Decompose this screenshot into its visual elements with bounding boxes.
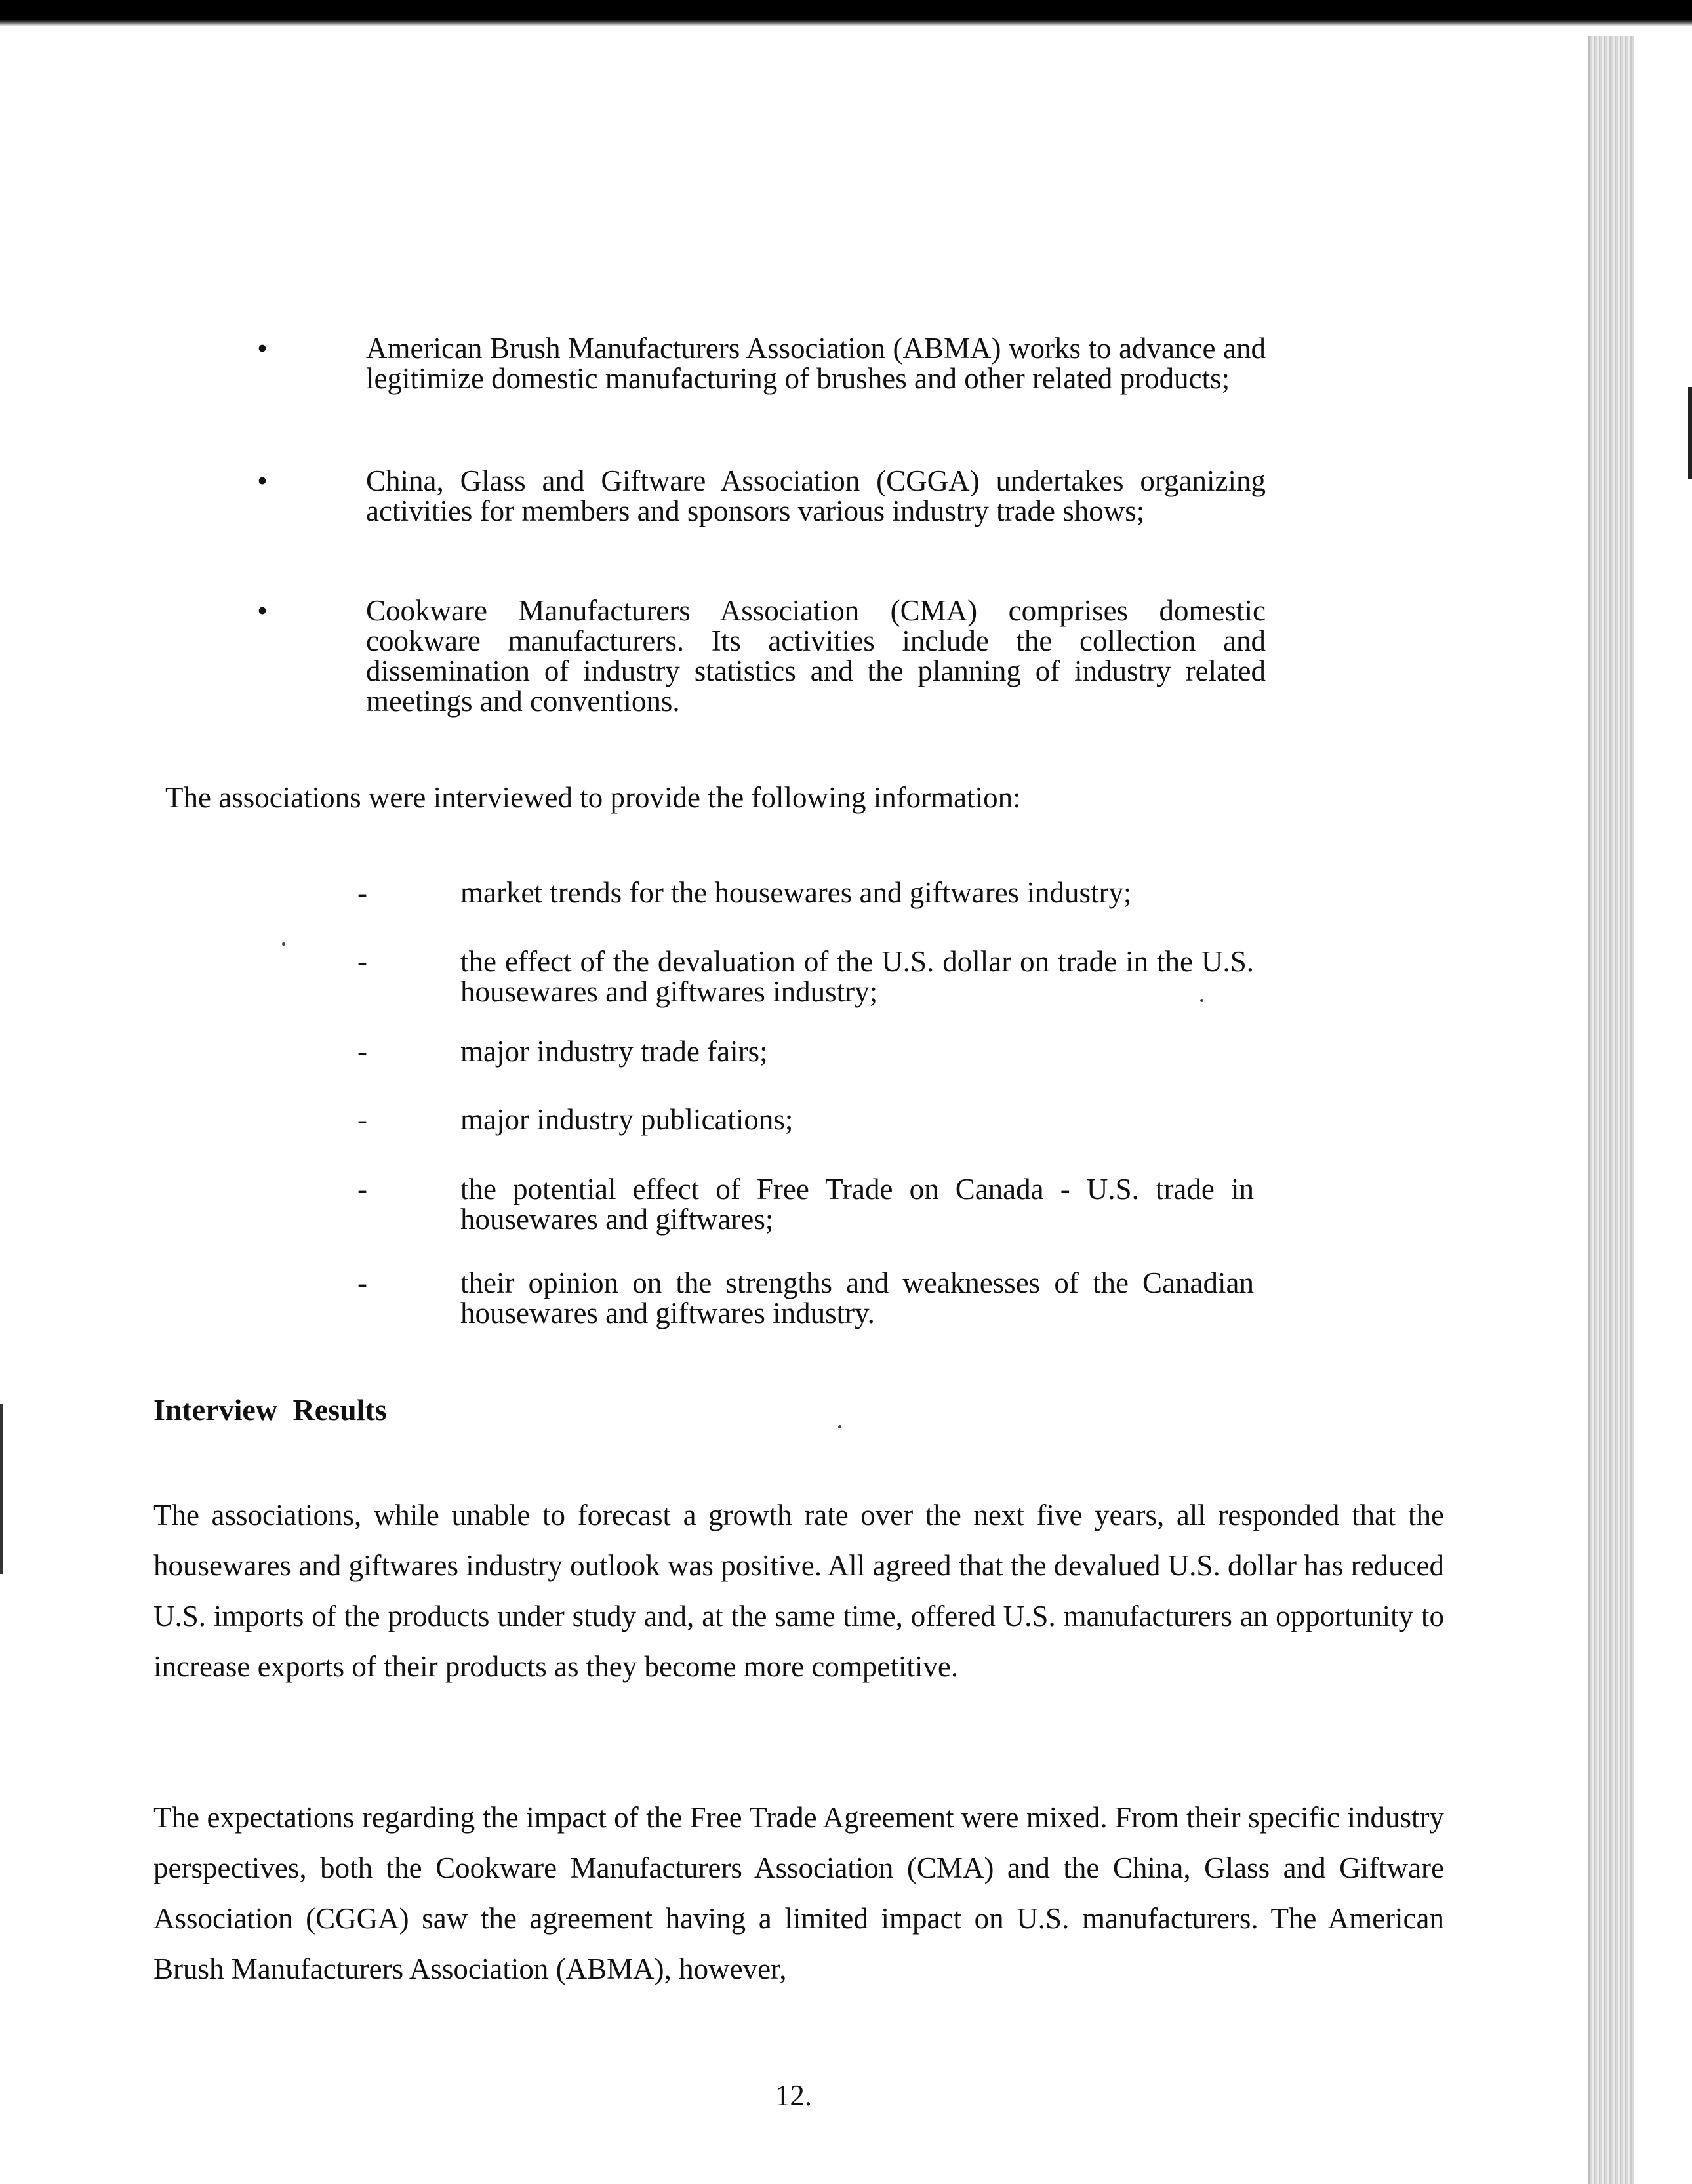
dash-icon: - — [357, 1173, 367, 1205]
bullet-icon: • — [257, 594, 268, 627]
info-item-text: their opinion on the strengths and weaknesses of the Canadian housewares and giftwares industry. — [460, 1266, 1254, 1329]
bullet-icon: • — [257, 332, 268, 365]
scan-edge-mark — [0, 1404, 3, 1574]
intro-sentence: The associations were interviewed to provide the following information: — [165, 781, 1021, 814]
dash-icon: - — [357, 1266, 367, 1299]
dash-icon: - — [357, 945, 367, 978]
info-item-text: the potential effect of Free Trade on Canada - U.S. trade in housewares and giftwares; — [460, 1173, 1254, 1236]
association-cma: Cookware Manufacturers Association (CMA) comprises domestic cookware manufacturers. Its activities include the collection and dissemination of industry statistics and the planning of industry related meetings and conventions. — [366, 594, 1266, 718]
dash-icon: - — [357, 1035, 367, 1068]
scan-top-edge — [0, 0, 1692, 26]
info-item-text: market trends for the housewares and giftwares industry; — [460, 876, 1132, 909]
association-abma: American Brush Manufacturers Association (ABMA) works to advance and legitimize domestic manufacturing of brushes and other related products; — [366, 332, 1266, 395]
dash-icon: - — [357, 1103, 367, 1136]
scan-edge-mark — [1688, 387, 1692, 479]
section-heading: Interview Results — [153, 1393, 387, 1426]
bullet-icon: • — [257, 464, 268, 497]
dash-icon: - — [357, 876, 367, 909]
scan-speck — [282, 942, 285, 946]
body-paragraph: The associations, while unable to forecast a growth rate over the next five years, all responded that the housewares and giftwares industry outlook was positive. All agreed that the devalued U.S. dollar has reduced U.S. imports of the products under study and, at the same time, offered U.S. manufacturers an opportunity to increase exports of their products as they become more competitive. — [153, 1499, 1444, 1683]
association-cgga: China, Glass and Giftware Association (CGGA) undertakes organizing activities for members and sponsors various industry trade shows; — [366, 464, 1266, 527]
scan-binding-strip — [1588, 36, 1634, 2184]
body-paragraph: The expectations regarding the impact of the Free Trade Agreement were mixed. From their specific industry perspectives, both the Cookware Manufacturers Association (CMA) and the China, Glass and Giftware Association (CGGA) saw the agreement having a limited impact on U.S. manufacturers. The American Brush Manufacturers Association (ABMA), however, — [153, 1801, 1444, 1985]
scan-speck — [838, 1425, 841, 1428]
info-item-text: the effect of the devaluation of the U.S. dollar on trade in the U.S. housewares and giftwares industry; — [460, 945, 1254, 1008]
page-number: 12. — [775, 2079, 813, 2112]
info-item-text: major industry publications; — [460, 1103, 794, 1136]
info-item-text: major industry trade fairs; — [460, 1035, 768, 1068]
